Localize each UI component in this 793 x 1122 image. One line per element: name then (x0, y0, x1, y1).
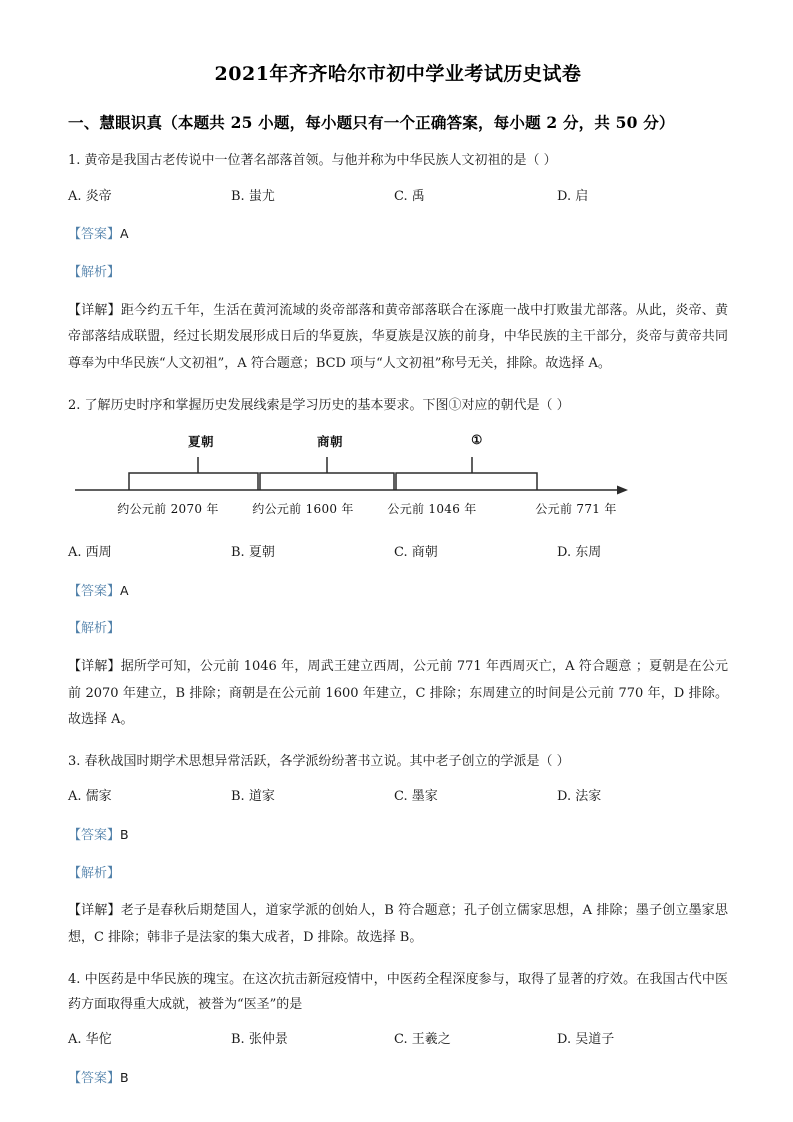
page-title: 2021年齐齐哈尔市初中学业考试历史试卷 (214, 63, 582, 85)
option-d[interactable]: D. 启 (557, 188, 589, 204)
detail-paragraph (68, 898, 728, 951)
options-row (68, 541, 728, 566)
option-b[interactable]: B. 道家 (231, 789, 275, 805)
analysis-tag: 【解析】 (68, 621, 121, 637)
option-c[interactable]: C. 墨家 (394, 789, 438, 805)
answer-value: B (120, 827, 129, 843)
dynasty-timeline-figure (68, 432, 728, 530)
answer-tag: 【答案】 (68, 828, 121, 844)
option-a[interactable]: A. 炎帝 (68, 188, 112, 204)
analysis-line (68, 617, 728, 642)
detail-text: 距今约五千年，生活在黄河流域的炎帝部落和黄帝部落联合在涿鹿一战中打败蚩尤部落。从此，炎帝、黄帝部落结成联盟，经过长期发展形成日后的华夏族，华夏族是汉族的前身，中华民族的主干部分，炎帝与黄帝共同尊奉为中华民族“人文初祖”，A 符合题意；BCD 项与“人文初祖”称号无关，排除。故选择 A。 (68, 302, 728, 372)
timeline-date-3: 公元前 1046 年 (387, 502, 477, 516)
question-stem: 1. 黄帝是我国古老传说中一位著名部落首领。与他并称为中华民族人文初祖的是（ ） (68, 153, 557, 169)
option-a[interactable]: A. 西周 (68, 545, 112, 560)
option-c[interactable]: C. 禹 (394, 188, 425, 204)
answer-value: B (120, 1070, 129, 1086)
detail-paragraph (68, 298, 728, 378)
answer-tag: 【答案】 (68, 227, 121, 243)
options-row (68, 785, 728, 810)
option-b[interactable]: B. 张仲景 (231, 1032, 288, 1048)
option-d[interactable]: D. 东周 (557, 545, 602, 560)
analysis-line (68, 862, 728, 887)
detail-tag: 【详解】 (68, 659, 121, 675)
timeline-period-label-3: ① (471, 432, 483, 447)
timeline-date-2: 约公元前 1600 年 (252, 502, 354, 516)
timeline-date-1: 约公元前 2070 年 (117, 502, 219, 516)
answer-tag: 【答案】 (68, 583, 121, 599)
option-d[interactable]: D. 吴道子 (557, 1032, 615, 1048)
detail-text: 老子是春秋后期楚国人，道家学派的创始人，B 符合题意；孔子创立儒家思想，A 排除；墨子创立墨家思想，C 排除；韩非子是法家的集大成者，D 排除。故选择 B。 (68, 903, 728, 946)
timeline-drawing (72, 450, 672, 498)
detail-paragraph (68, 654, 728, 734)
timeline-canvas (72, 432, 672, 530)
timeline-period-label-2: 商朝 (316, 434, 344, 449)
analysis-tag: 【解析】 (68, 865, 121, 881)
answer-line (68, 579, 728, 605)
option-b[interactable]: B. 蚩尤 (231, 188, 275, 204)
page-content (68, 0, 728, 1092)
option-c[interactable]: C. 王羲之 (394, 1032, 451, 1048)
question-block-2 (68, 393, 728, 734)
option-b[interactable]: B. 夏朝 (231, 545, 275, 560)
options-row (68, 185, 728, 210)
answer-line (68, 1066, 728, 1092)
answer-line (68, 222, 728, 248)
options-row (68, 1028, 728, 1053)
section-heading: 一、慧眼识真（本题共 25 小题，每小题只有一个正确答案，每小题 2 分，共 50 分） (68, 112, 675, 132)
answer-line (68, 823, 728, 849)
timeline-period-label-1: 夏朝 (187, 434, 215, 449)
answer-value: A (120, 582, 129, 598)
option-a[interactable]: A. 华佗 (68, 1032, 112, 1048)
option-d[interactable]: D. 法家 (557, 789, 602, 805)
analysis-tag: 【解析】 (68, 265, 121, 281)
question-block-1 (68, 148, 728, 377)
detail-tag: 【详解】 (68, 302, 121, 318)
detail-tag: 【详解】 (68, 903, 121, 919)
answer-tag: 【答案】 (68, 1071, 121, 1087)
option-a[interactable]: A. 儒家 (68, 789, 112, 805)
detail-text: 据所学可知，公元前 1046 年，周武王建立西周，公元前 771 年西周灭亡，A 符合题意 ；夏朝是在公元前 2070 年建立，B 排除；商朝是在公元前 1600 年建立，C 排除；东周建立的时间是公元前 770 年，D 排除。故选择 A。 (68, 659, 728, 728)
question-stem: 3. 春秋战国时期学术思想异常活跃，各学派纷纷著书立说。其中老子创立的学派是（ ） (68, 753, 570, 769)
question-block-3 (68, 749, 728, 952)
analysis-line (68, 261, 728, 286)
question-stem: 4. 中医药是中华民族的瑰宝。在这次抗击新冠疫情中，中医药全程深度参与，取得了显著的疗效。在我国古代中医药方面取得重大成就，被誉为“医圣”的是 (68, 971, 728, 1013)
question-block-4 (68, 967, 728, 1092)
option-c[interactable]: C. 商朝 (394, 545, 438, 560)
answer-value: A (120, 226, 129, 242)
question-stem: 2. 了解历史时序和掌握历史发展线索是学习历史的基本要求。下图①对应的朝代是（ ） (68, 397, 570, 413)
timeline-date-4: 公元前 771 年 (535, 502, 617, 516)
